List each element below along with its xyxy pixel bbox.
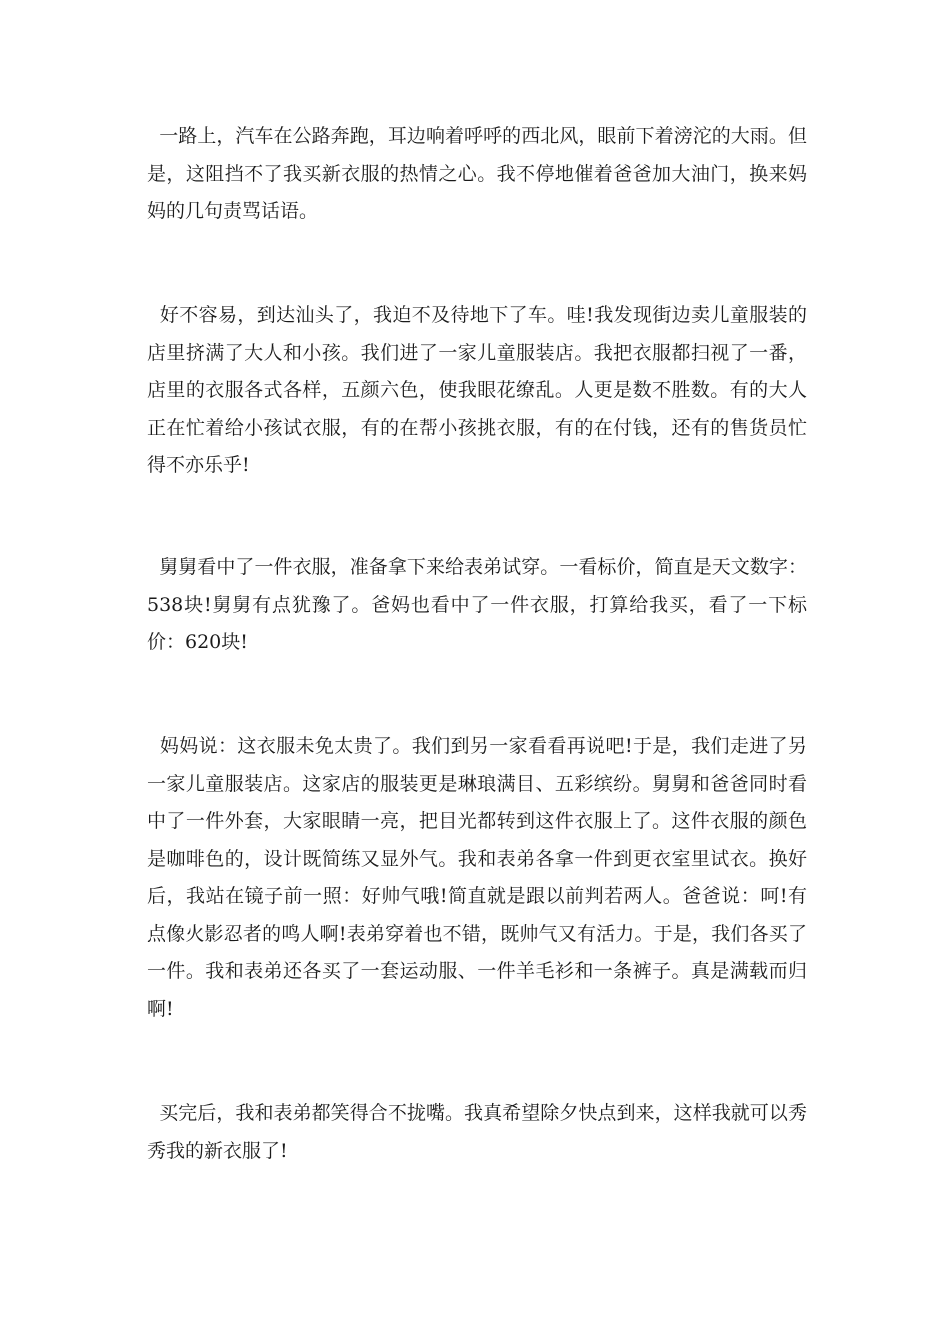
paragraph-1: 一路上，汽车在公路奔跑，耳边响着呼呼的西北风，眼前下着滂沱的大雨。但是，这阻挡不了我买新衣服的热情之心。我不停地催着爸爸加大油门，换来妈妈的几句责骂话语。 [147,125,807,222]
paragraph-5: 买完后，我和表弟都笑得合不拢嘴。我真希望除夕快点到来，这样我就可以秀秀我的新衣服了! [147,1102,807,1162]
paragraph-3: 舅舅看中了一件衣服，准备拿下来给表弟试穿。一看标价，简直是天文数字：538块!舅舅有点犹豫了。爸妈也看中了一件衣服，打算给我买，看了一下标价：620块! [147,556,807,653]
paragraph-2: 好不容易，到达汕头了，我迫不及待地下了车。哇!我发现街边卖儿童服装的店里挤满了大人和小孩。我们进了一家儿童服装店。我把衣服都扫视了一番，店里的衣服各式各样，五颜六色，使我眼花缭乱。人更是数不胜数。有的大人正在忙着给小孩试衣服，有的在帮小孩挑衣服，有的在付钱，还有的售货员忙得不亦乐乎! [147,304,807,476]
paragraph-4: 妈妈说：这衣服未免太贵了。我们到另一家看看再说吧!于是，我们走进了另一家儿童服装店。这家店的服装更是琳琅满目、五彩缤纷。舅舅和爸爸同时看中了一件外套，大家眼睛一亮，把目光都转到这件衣服上了。这件衣服的颜色是咖啡色的，设计既简练又显外气。我和表弟各拿一件到更衣室里试衣。换好后，我站在镜子前一照：好帅气哦!简直就是跟以前判若两人。爸爸说：呵!有点像火影忍者的鸣人啊!表弟穿着也不错，既帅气又有活力。于是，我们各买了一件。我和表弟还各买了一套运动服、一件羊毛衫和一条裤子。真是满载而归啊! [147,735,807,1020]
